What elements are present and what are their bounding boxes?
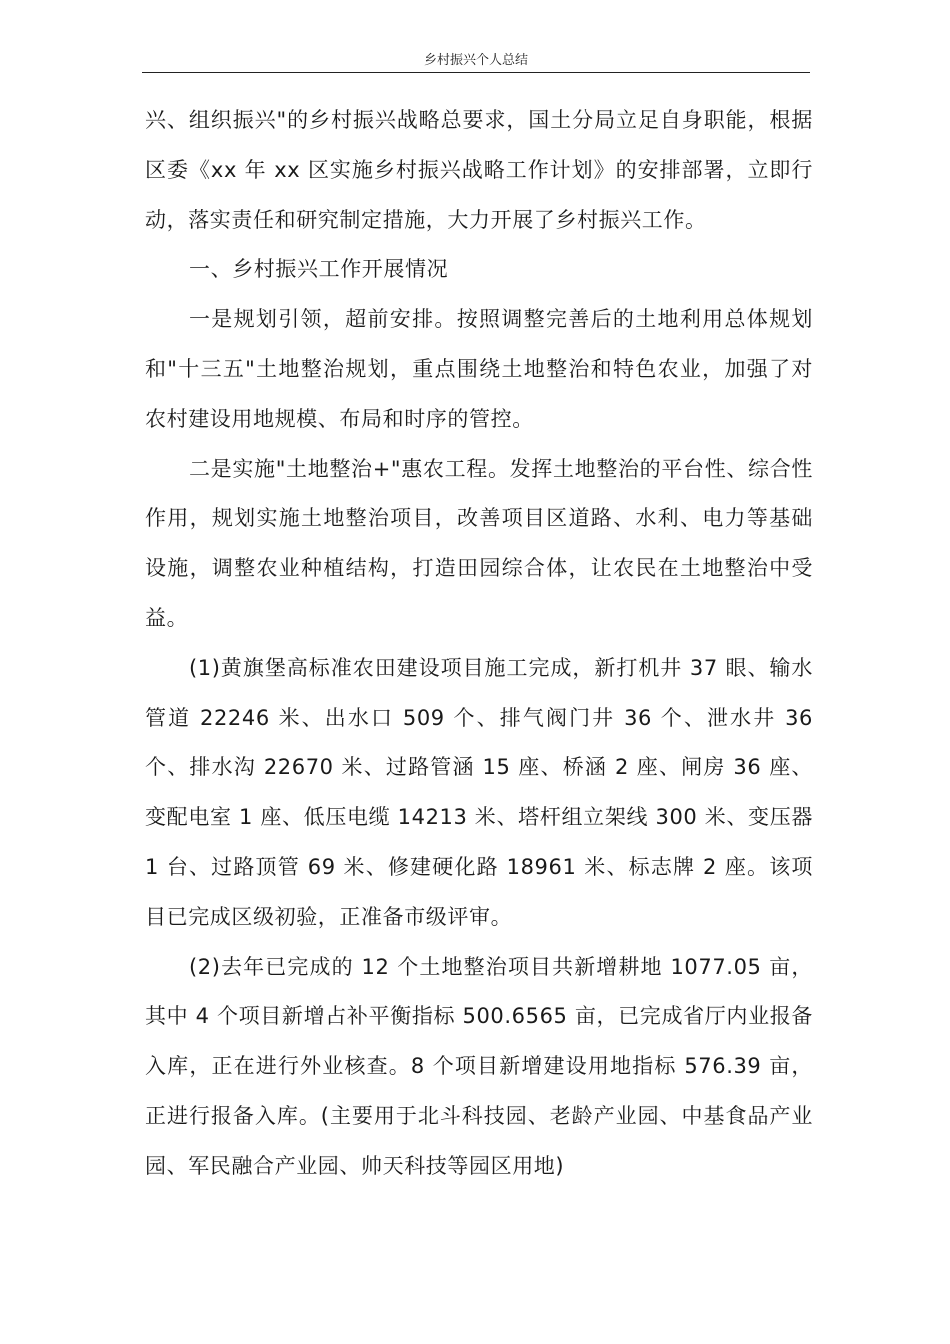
page-header-title: 乡村振兴个人总结 — [423, 53, 528, 68]
section-heading: 一、乡村振兴工作开展情况 — [189, 257, 449, 282]
paragraph-continuation: 兴、组织振兴"的乡村振兴战略总要求，国土分局立足自身职能，根据区委《xx 年 xx 区实施乡村振兴战略工作计划》的安排部署，立即行动，落实责任和研究制定措施，大力开展了乡村振兴工作。 — [145, 108, 813, 232]
header-divider — [142, 72, 810, 73]
paragraph-item-2: (2)去年已完成的 12 个土地整治项目共新增耕地 1077.05 亩，其中 4 个项目新增占补平衡指标 500.6565 亩，已完成省厅内业报备入库，正在进行外业核查。8 个项目新增建设用地指标 576.39 亩，正进行报备入库。(主要用于北斗科技园、老龄产业园、中基食品产业园、军民融合产业园、帅天科技等园区用地) — [145, 954, 813, 1178]
paragraph-item-1: (1)黄旗堡高标准农田建设项目施工完成，新打机井 37 眼、输水管道 22246 米、出水口 509 个、排气阀门井 36 个、泄水井 36 个、排水沟 22670 米、过路管涵 15 座、桥涵 2 座、闸房 36 座、变配电室 1 座、低压电缆 14213 米、塔杆组立架线 300 米、变压器 1 台、过路顶管 69 米、修建硬化路 18961 米、标志牌 2 座。该项目已完成区级初验，正准备市级评审。 — [145, 655, 813, 929]
paragraph-planning: 一是规划引领，超前安排。按照调整完善后的土地利用总体规划和"十三五"土地整治规划，重点围绕土地整治和特色农业，加强了对农村建设用地规模、布局和时序的管控。 — [145, 307, 813, 431]
paragraph-land-remediation: 二是实施"土地整治+"惠农工程。发挥土地整治的平台性、综合性作用，规划实施土地整治项目，改善项目区道路、水利、电力等基础设施，调整农业种植结构，打造田园综合体，让农民在土地整治中受益。 — [145, 456, 813, 630]
document-body — [145, 96, 813, 1192]
